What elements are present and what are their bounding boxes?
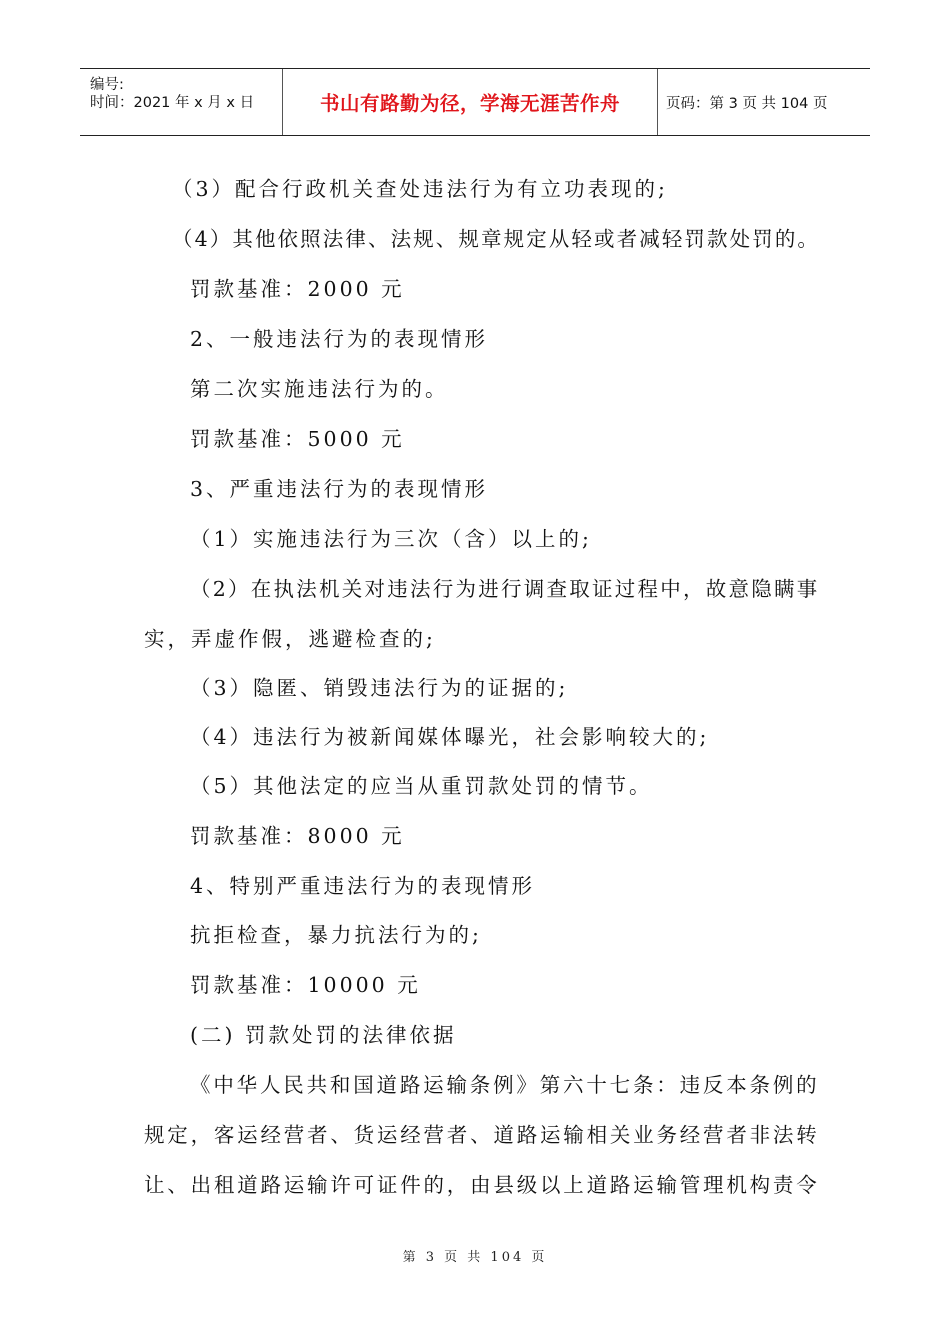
body-line: （2）在执法机关对违法行为进行调查取证过程中，故意隐瞒事 [190,577,820,601]
body-line: 2、一般违法行为的表现情形 [190,327,489,351]
body-line: （3）隐匿、销毁违法行为的证据的; [190,676,569,700]
body-line: 规定，客运经营者、货运经营者、道路运输相关业务经营者非法转 [144,1123,820,1147]
body-line: 4、特别严重违法行为的表现情形 [190,874,536,898]
body-line: (二) 罚款处罚的法律依据 [190,1023,457,1047]
body-line: 罚款基准：10000 元 [190,973,421,997]
body-line: 罚款基准：2000 元 [190,277,405,301]
body-line: 抗拒检查，暴力抗法行为的; [190,923,482,947]
body-line: 罚款基准：5000 元 [190,427,405,451]
body-line: （4）违法行为被新闻媒体曝光，社会影响较大的; [190,725,710,749]
header-motto: 书山有路勤为径，学海无涯苦作舟 [319,92,620,115]
body-line: （3）配合行政机关查处违法行为有立功表现的; [172,177,668,201]
body-line: 《中华人民共和国道路运输条例》第六十七条：违反本条例的 [190,1073,820,1097]
page-footer: 第 3 页 共 104 页 [402,1250,548,1265]
body-line: 让、出租道路运输许可证件的，由县级以上道路运输管理机构责令 [144,1173,820,1197]
body-line: 罚款基准：8000 元 [190,824,405,848]
header-page-info: 页码：第 3 页 共 104 页 [666,96,828,112]
body-line: （1）实施违法行为三次（含）以上的; [190,527,592,551]
body-line: 3、严重违法行为的表现情形 [190,477,489,501]
header-meta [80,69,282,135]
header-divider [657,69,658,135]
body-line: 实，弄虚作假，逃避检查的; [144,627,436,651]
page-header [80,68,870,136]
body-line: （5）其他法定的应当从重罚款处罚的情节。 [190,774,653,798]
document-number-label: 编号: [90,77,124,93]
body-line: （4）其他依照法律、法规、规章规定从轻或者减轻罚款处罚的。 [172,227,821,251]
document-date-label: 时间：2021 年 x 月 x 日 [90,95,255,111]
body-line: 第二次实施违法行为的。 [190,377,449,401]
